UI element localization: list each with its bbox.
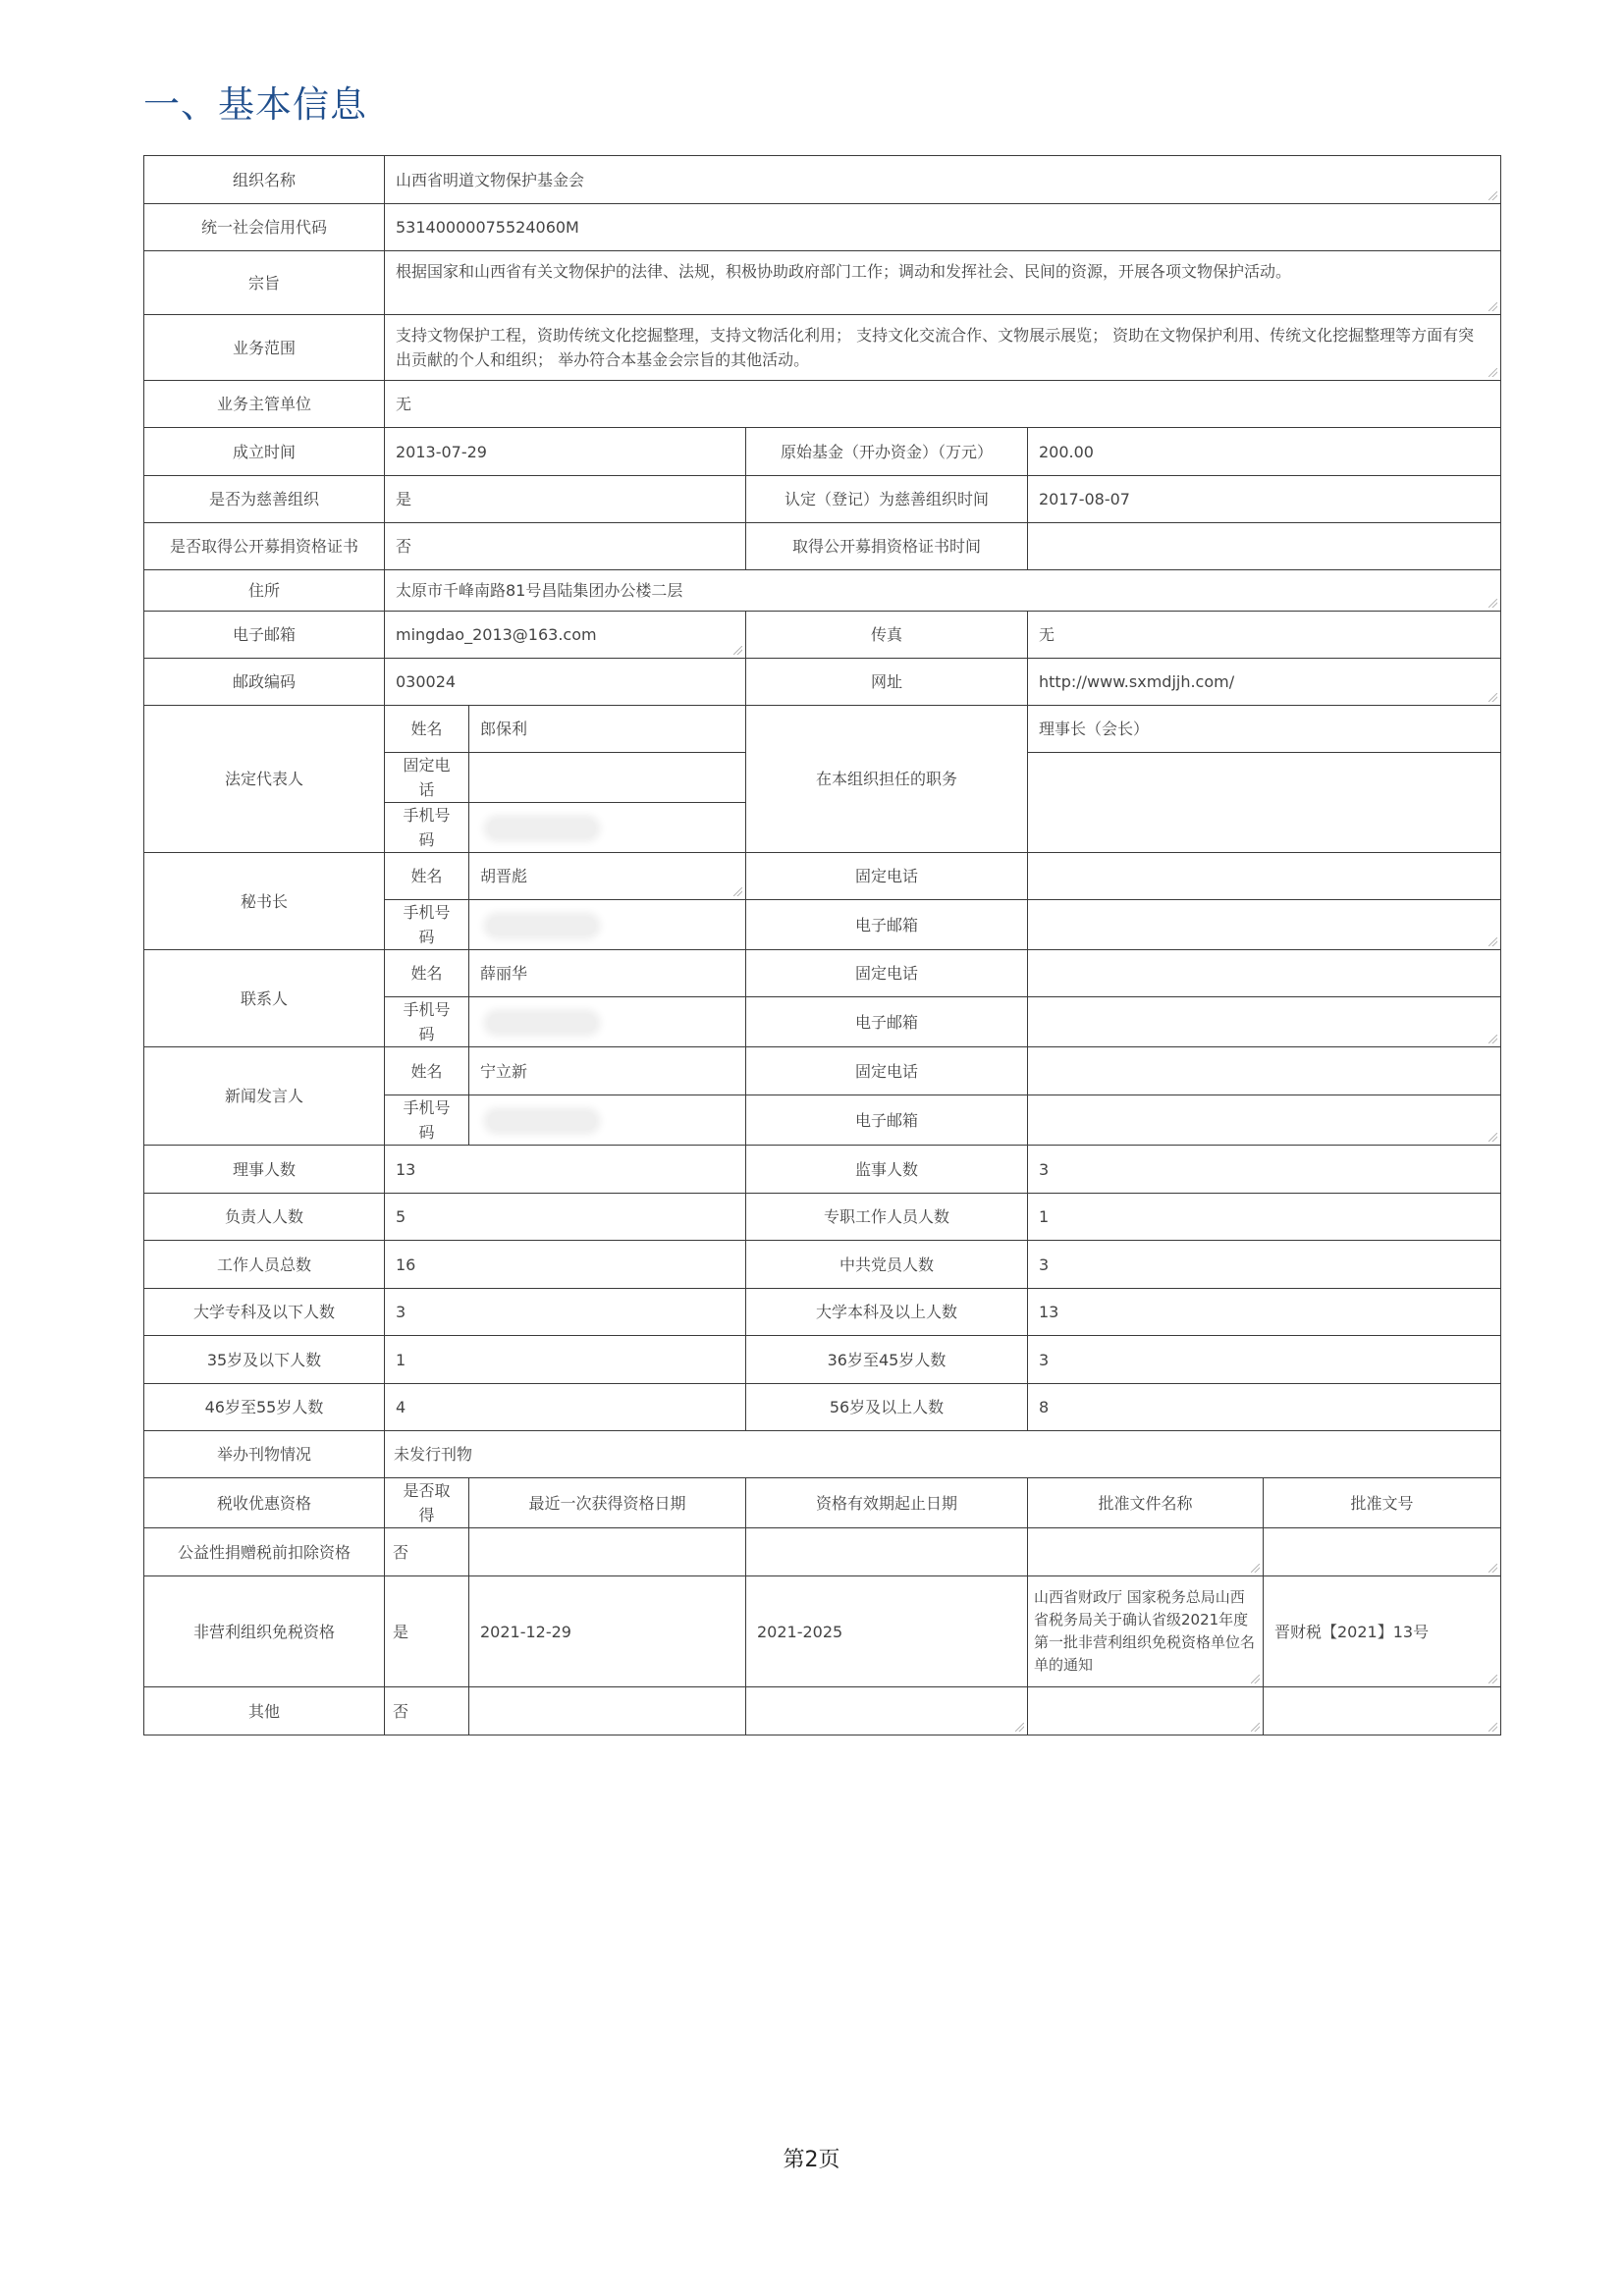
fundraising-date-label: 取得公开募捐资格证书时间 (746, 523, 1028, 570)
charity-value: 是 (385, 476, 746, 523)
fundraising-label: 是否取得公开募捐资格证书 (144, 523, 385, 570)
stat-value: 4 (385, 1384, 746, 1431)
credit-code-value: 53140000075524060M (385, 204, 1501, 251)
table-row (144, 428, 1501, 476)
table-row (144, 315, 1501, 381)
charity-date-value: 2017-08-07 (1028, 476, 1501, 523)
tax-row-number (1264, 1687, 1501, 1735)
table-row (144, 1336, 1501, 1384)
tax-header-date: 最近一次获得资格日期 (469, 1478, 746, 1528)
tax-header-doc: 批准文件名称 (1028, 1478, 1264, 1528)
contact-label: 联系人 (144, 950, 385, 1047)
legal-rep-landline-value (469, 753, 746, 803)
fund-label: 原始基金（开办资金）（万元） (746, 428, 1028, 476)
org-name-value: 山西省明道文物保护基金会 (385, 156, 1501, 204)
contact-name-value: 薛丽华 (469, 950, 746, 997)
org-name-label: 组织名称 (144, 156, 385, 204)
publication-value: 未发行刊物 (385, 1431, 1501, 1478)
purpose-text: 根据国家和山西省有关文物保护的法律、法规，积极协助政府部门工作；调动和发挥社会、民间的资源，开展各项文物保护活动。 (396, 262, 1292, 281)
tax-row-number (1264, 1528, 1501, 1576)
table-row (144, 476, 1501, 523)
legal-rep-mobile-value (469, 803, 746, 853)
spokesperson-email-label: 电子邮箱 (746, 1095, 1028, 1146)
legal-rep-label: 法定代表人 (144, 706, 385, 853)
website-label: 网址 (746, 659, 1028, 706)
stat-value: 16 (385, 1241, 746, 1289)
secretary-name-value: 胡晋彪 (469, 853, 746, 900)
tax-row-obtained: 否 (385, 1687, 469, 1735)
stat-value: 3 (385, 1289, 746, 1336)
stat-label: 46岁至55岁人数 (144, 1384, 385, 1431)
stat-label: 36岁至45岁人数 (746, 1336, 1028, 1384)
legal-rep-landline-label: 固定电话 (385, 753, 469, 803)
tax-row-name: 其他 (144, 1687, 385, 1735)
table-row (144, 1047, 1501, 1095)
contact-mobile-label: 手机号码 (385, 997, 469, 1047)
purpose-label: 宗旨 (144, 251, 385, 315)
stat-value: 5 (385, 1194, 746, 1241)
fundraising-date-value (1028, 523, 1501, 570)
tax-row-date: 2021-12-29 (469, 1576, 746, 1687)
stat-label: 中共党员人数 (746, 1241, 1028, 1289)
contact-email-label: 电子邮箱 (746, 997, 1028, 1047)
legal-rep-mobile-label: 手机号码 (385, 803, 469, 853)
table-row (144, 1241, 1501, 1289)
fax-label: 传真 (746, 612, 1028, 659)
fax-value: 无 (1028, 612, 1501, 659)
tax-header-name: 税收优惠资格 (144, 1478, 385, 1528)
secretary-mobile-value (469, 900, 746, 950)
tax-row-number: 晋财税【2021】13号 (1264, 1576, 1501, 1687)
spokesperson-mobile-value (469, 1095, 746, 1146)
charity-date-label: 认定（登记）为慈善组织时间 (746, 476, 1028, 523)
credit-code-label: 统一社会信用代码 (144, 204, 385, 251)
website-value: http://www.sxmdjjh.com/ (1028, 659, 1501, 706)
tax-row-period: 2021-2025 (746, 1576, 1028, 1687)
stat-label: 35岁及以下人数 (144, 1336, 385, 1384)
spokesperson-name-label: 姓名 (385, 1047, 469, 1095)
stat-value: 1 (385, 1336, 746, 1384)
table-row (144, 251, 1501, 315)
position-label: 在本组织担任的职务 (746, 706, 1028, 853)
basic-info-table (143, 155, 1501, 1735)
address-label: 住所 (144, 570, 385, 612)
redacted-phone (488, 1112, 596, 1130)
table-row (144, 1289, 1501, 1336)
table-row (144, 950, 1501, 997)
stat-label: 监事人数 (746, 1146, 1028, 1194)
contact-mobile-value (469, 997, 746, 1047)
email-label: 电子邮箱 (144, 612, 385, 659)
table-row (144, 612, 1501, 659)
secretary-email-value (1028, 900, 1501, 950)
spokesperson-landline-label: 固定电话 (746, 1047, 1028, 1095)
stat-label: 负责人人数 (144, 1194, 385, 1241)
stat-label: 大学专科及以下人数 (144, 1289, 385, 1336)
tax-row-doc: 山西省财政厅 国家税务总局山西省税务局关于确认省级2021年度第一批非营利组织免税资格单位名单的通知 (1028, 1576, 1264, 1687)
redacted-phone (488, 1014, 596, 1032)
stat-label: 专职工作人员人数 (746, 1194, 1028, 1241)
purpose-value (385, 251, 1501, 315)
redacted-phone (488, 820, 596, 837)
redacted-phone (488, 917, 596, 934)
stat-label: 大学本科及以上人数 (746, 1289, 1028, 1336)
stat-value: 13 (385, 1146, 746, 1194)
tax-row-name: 公益性捐赠税前扣除资格 (144, 1528, 385, 1576)
tax-row-period (746, 1687, 1028, 1735)
secretary-mobile-label: 手机号码 (385, 900, 469, 950)
scope-text: 支持文物保护工程，资助传统文化挖掘整理，支持文物活化利用； 支持文化交流合作、文物展示展览； 资助在文物保护利用、传统文化挖掘整理等方面有突出贡献的个人和组织； 举办符合本基金会宗旨的其他活动。 (396, 326, 1475, 369)
fund-value: 200.00 (1028, 428, 1501, 476)
tax-header-number: 批准文号 (1264, 1478, 1501, 1528)
contact-landline-label: 固定电话 (746, 950, 1028, 997)
table-row (144, 1478, 1501, 1528)
contact-email-value (1028, 997, 1501, 1047)
spokesperson-landline-value (1028, 1047, 1501, 1095)
table-row (144, 659, 1501, 706)
stat-label: 工作人员总数 (144, 1241, 385, 1289)
legal-rep-name-value: 郎保利 (469, 706, 746, 753)
founded-label: 成立时间 (144, 428, 385, 476)
contact-landline-value (1028, 950, 1501, 997)
section-title: 一、基本信息 (143, 83, 367, 126)
table-row (144, 1431, 1501, 1478)
charity-label: 是否为慈善组织 (144, 476, 385, 523)
fundraising-value: 否 (385, 523, 746, 570)
contact-name-label: 姓名 (385, 950, 469, 997)
tax-row-date (469, 1687, 746, 1735)
stat-value: 1 (1028, 1194, 1501, 1241)
tax-row-obtained: 否 (385, 1528, 469, 1576)
tax-row-obtained: 是 (385, 1576, 469, 1687)
table-row (144, 1528, 1501, 1576)
tax-row-doc (1028, 1687, 1264, 1735)
supervisor-value: 无 (385, 381, 1501, 428)
stat-value: 8 (1028, 1384, 1501, 1431)
tax-row-date (469, 1528, 746, 1576)
secretary-landline-label: 固定电话 (746, 853, 1028, 900)
table-row (144, 1146, 1501, 1194)
table-row (144, 706, 1501, 753)
spokesperson-mobile-label: 手机号码 (385, 1095, 469, 1146)
table-row (144, 853, 1501, 900)
table-row (144, 1687, 1501, 1735)
postcode-value: 030024 (385, 659, 746, 706)
secretary-label: 秘书长 (144, 853, 385, 950)
postcode-label: 邮政编码 (144, 659, 385, 706)
scope-label: 业务范围 (144, 315, 385, 381)
stat-value: 3 (1028, 1146, 1501, 1194)
secretary-landline-value (1028, 853, 1501, 900)
table-row (144, 1194, 1501, 1241)
page-number: 第2页 (783, 2148, 840, 2172)
publication-label: 举办刊物情况 (144, 1431, 385, 1478)
table-row (144, 570, 1501, 612)
tax-row-name: 非营利组织免税资格 (144, 1576, 385, 1687)
spokesperson-name-value: 宁立新 (469, 1047, 746, 1095)
stat-value: 3 (1028, 1241, 1501, 1289)
secretary-email-label: 电子邮箱 (746, 900, 1028, 950)
tax-header-period: 资格有效期起止日期 (746, 1478, 1028, 1528)
table-row (144, 523, 1501, 570)
spokesperson-label: 新闻发言人 (144, 1047, 385, 1146)
table-row (144, 156, 1501, 204)
scope-value (385, 315, 1501, 381)
email-value: mingdao_2013@163.com (385, 612, 746, 659)
address-value: 太原市千峰南路81号昌陆集团办公楼二层 (385, 570, 1501, 612)
spokesperson-email-value (1028, 1095, 1501, 1146)
table-row (144, 204, 1501, 251)
founded-value: 2013-07-29 (385, 428, 746, 476)
table-row (144, 381, 1501, 428)
table-row (144, 1384, 1501, 1431)
stat-value: 3 (1028, 1336, 1501, 1384)
tax-header-obtained: 是否取得 (385, 1478, 469, 1528)
supervisor-label: 业务主管单位 (144, 381, 385, 428)
tax-row-period (746, 1528, 1028, 1576)
stat-label: 56岁及以上人数 (746, 1384, 1028, 1431)
stat-label: 理事人数 (144, 1146, 385, 1194)
tax-row-doc (1028, 1528, 1264, 1576)
position-value: 理事长（会长） (1028, 706, 1501, 753)
legal-rep-name-label: 姓名 (385, 706, 469, 753)
secretary-name-label: 姓名 (385, 853, 469, 900)
table-row (144, 1576, 1501, 1687)
position-extra (1028, 753, 1501, 853)
stat-value: 13 (1028, 1289, 1501, 1336)
